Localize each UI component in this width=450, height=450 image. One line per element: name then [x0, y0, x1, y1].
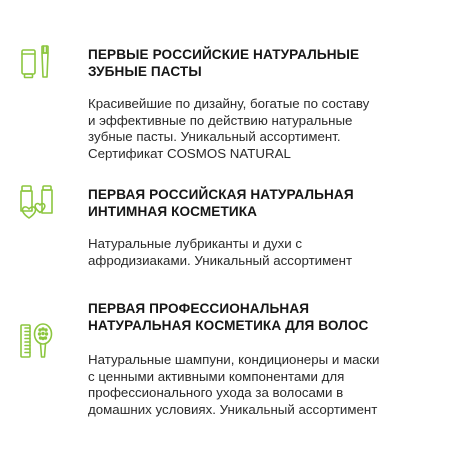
- feature-title: [88, 300, 428, 334]
- title-line: ИНТИМНАЯ КОСМЕТИКА: [88, 204, 258, 219]
- title-line: ПЕРВАЯ ПРОФЕССИОНАЛЬНАЯ: [88, 301, 310, 316]
- title-line: ЗУБНЫЕ ПАСТЫ: [88, 64, 202, 79]
- title-line: НАТУРАЛЬНАЯ КОСМЕТИКА ДЛЯ ВОЛОС: [88, 318, 369, 333]
- description-line: Сертификат COSMOS NATURAL: [88, 145, 291, 161]
- feature-description: [88, 352, 428, 418]
- description-line: зубные пасты. Уникальный ассортимент.: [88, 129, 341, 145]
- description-line: афродизиаками. Уникальный ассортимент: [88, 252, 353, 268]
- comb-hairbrush-icon: [18, 321, 56, 361]
- description-line: с ценными активными компонентами для: [88, 368, 345, 384]
- title-line: ПЕРВАЯ РОССИЙСКАЯ НАТУРАЛЬНАЯ: [88, 187, 354, 202]
- intimate-cosmetics-hearts-icon: [18, 183, 56, 223]
- description-line: Натуральные шампуни, кондиционеры и маски: [88, 352, 380, 367]
- description-line: профессионального ухода за волосами в: [88, 385, 344, 401]
- feature-description: [88, 96, 428, 162]
- feature-title: [88, 186, 428, 220]
- description-line: домашних условиях. Уникальный ассортимент: [88, 401, 378, 417]
- feature-title: [88, 46, 428, 80]
- description-line: Натуральные лубриканты и духи с: [88, 236, 303, 251]
- description-line: Красивейшие по дизайну, богатые по составу: [88, 96, 370, 111]
- feature-description: [88, 236, 428, 269]
- title-line: ПЕРВЫЕ РОССИЙСКИЕ НАТУРАЛЬНЫЕ: [88, 47, 360, 62]
- description-line: и эффективные по действию натуральные: [88, 112, 353, 128]
- toothpaste-toothbrush-icon: [18, 42, 56, 82]
